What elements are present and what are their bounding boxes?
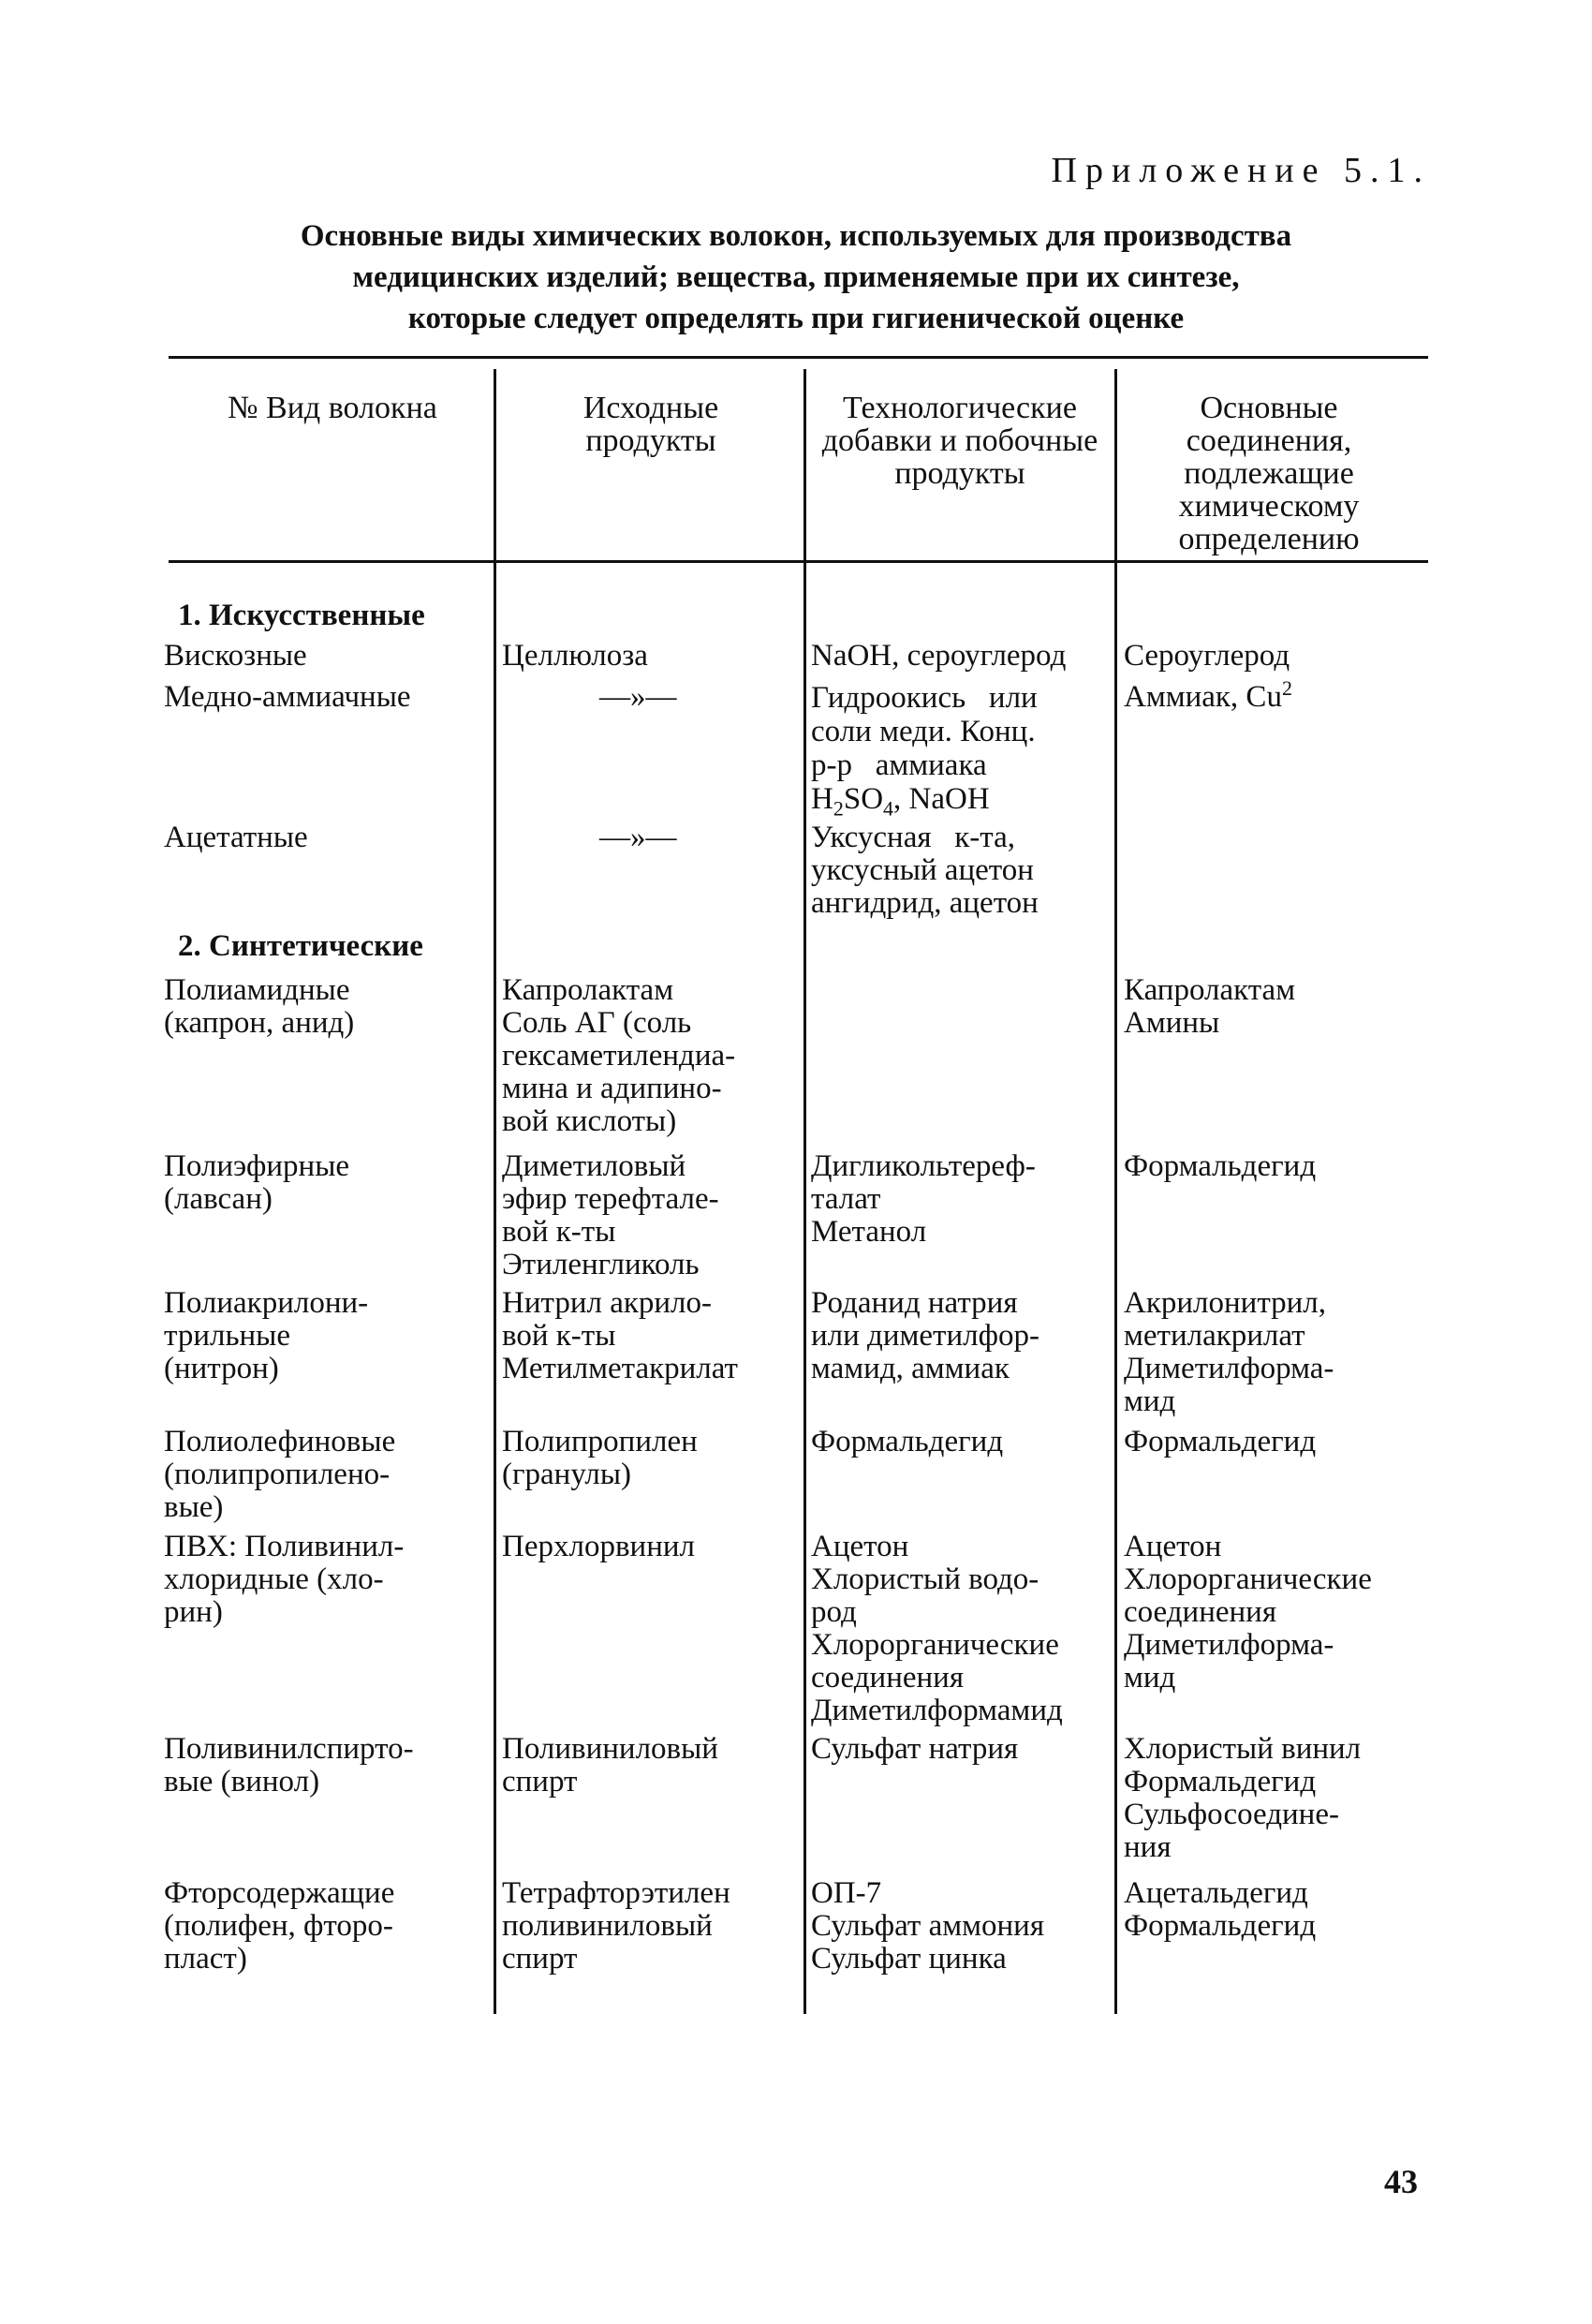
text-line: род	[811, 1595, 857, 1629]
text-line: Ацетон	[811, 1530, 909, 1563]
text-line: Сульфосоедине-	[1124, 1798, 1339, 1831]
column-header-compounds: Основные соединения, подлежащие химическому определению	[1178, 391, 1360, 556]
text-line: Диметиловый	[502, 1149, 686, 1183]
text-line: соединения	[1124, 1595, 1277, 1629]
text-line: рин)	[164, 1595, 223, 1629]
source-cell	[502, 1150, 719, 1281]
text-line: Поливиниловый	[502, 1732, 718, 1766]
text-line: Этиленгликоль	[502, 1248, 700, 1281]
title-line: медицинских изделий; вещества, применяемые при их синтезе,	[352, 260, 1240, 294]
source-cell: —»—	[599, 680, 677, 714]
text-line: Поливинилспирто-	[164, 1732, 414, 1766]
text-line: Тетрафторэтилен	[502, 1876, 730, 1910]
text-line: Формальдегид	[1124, 1765, 1317, 1799]
column-divider	[1114, 369, 1117, 2014]
compounds-cell	[1124, 1531, 1372, 1695]
text-line: пласт)	[164, 1942, 247, 1976]
text-line: Хлористый водо-	[811, 1562, 1039, 1596]
additives-cell: NaOH, сероуглерод	[811, 639, 1067, 673]
text-line: (полифен, фторо-	[164, 1909, 393, 1943]
text-line: вой к-ты	[502, 1319, 616, 1353]
text-line: вые)	[164, 1490, 224, 1524]
compounds-cell	[1124, 1733, 1361, 1864]
header-bottom-rule	[169, 560, 1428, 563]
additives-cell: Сульфат натрия	[811, 1732, 1019, 1766]
text-line: уксусный ацетон	[811, 853, 1034, 887]
annex-label: Приложение 5.1.	[1051, 151, 1431, 190]
text-line: р-р аммиака	[811, 748, 987, 782]
text-line: Диметилформа-	[1124, 1628, 1334, 1662]
fiber-cell	[164, 1287, 368, 1385]
text-line: Формальдегид	[1124, 1909, 1317, 1943]
text-line: трильные	[164, 1319, 290, 1353]
title-line: Основные виды химических волокон, используемых для производства	[300, 219, 1292, 253]
additives-cell	[811, 1287, 1039, 1385]
text-line: Роданид натрия	[811, 1286, 1018, 1320]
additives-cell	[811, 1150, 1036, 1249]
text-line: ПВХ: Поливинил-	[164, 1530, 405, 1563]
fiber-cell	[164, 1426, 395, 1524]
compounds-cell	[1124, 974, 1295, 1040]
text-line: (полипропилено-	[164, 1458, 391, 1491]
text-line: ангидрид, ацетон	[811, 886, 1039, 920]
text-line: Ацетальдегид	[1124, 1876, 1308, 1910]
text-line: спирт	[502, 1942, 578, 1976]
column-header-additives: Технологические добавки и побочные продукты	[821, 391, 1098, 491]
fiber-cell: Медно-аммиачные	[164, 680, 411, 714]
text-line: вой кислоты)	[502, 1104, 677, 1138]
fiber-cell: Вискозные	[164, 639, 307, 673]
text-line: Метилметакрилат	[502, 1352, 738, 1385]
additives-cell: Формальдегид	[811, 1425, 1004, 1458]
fiber-cell	[164, 1733, 414, 1799]
text-line: поливиниловый	[502, 1909, 713, 1943]
text-line: Хлорорганические	[811, 1628, 1059, 1662]
text-line: вой к-ты	[502, 1215, 616, 1249]
text-line: Полиэфирные	[164, 1149, 350, 1183]
compounds-cell	[1124, 1287, 1334, 1418]
text-line: Ацетон	[1124, 1530, 1222, 1563]
compounds-cell: Формальдегид	[1124, 1149, 1317, 1183]
text-line: Диметилформамид	[811, 1694, 1063, 1727]
text-line: хлоридные (хло-	[164, 1562, 384, 1596]
fiber-cell: Ацетатные	[164, 821, 308, 854]
text-line: Полиамидные	[164, 973, 350, 1007]
text-line: ния	[1124, 1830, 1172, 1864]
text-line: вые (винол)	[164, 1765, 320, 1799]
text-line: эфир терефтале-	[502, 1182, 719, 1216]
text-line: Полиолефиновые	[164, 1425, 396, 1458]
source-cell	[502, 1426, 698, 1491]
table-title	[140, 215, 1452, 339]
text-line: ОП-7	[811, 1876, 882, 1910]
text-line: гексаметилендиа-	[502, 1039, 736, 1073]
fiber-cell	[164, 1150, 349, 1216]
source-cell: Перхлорвинил	[502, 1530, 695, 1563]
text-line: Сульфат аммония	[811, 1909, 1045, 1943]
text-line: Диметилформа-	[1124, 1352, 1334, 1385]
compounds-cell: Сероуглерод	[1124, 639, 1290, 673]
column-header-fiber: № Вид волокна	[228, 391, 437, 425]
text-line: Полипропилен	[502, 1425, 698, 1458]
source-cell	[502, 1287, 738, 1385]
text-line: Гидроокись или	[811, 681, 1038, 715]
column-header-source: Исходные продукты	[582, 391, 719, 458]
text-line: Хлористый винил	[1124, 1732, 1362, 1766]
fiber-cell	[164, 1531, 404, 1629]
title-line: которые следует определять при гигиенической оценке	[407, 302, 1185, 335]
table-top-rule	[169, 356, 1428, 359]
text-line: $H_2SO_4$, NaOH	[811, 782, 990, 821]
text-line: соединения	[811, 1661, 965, 1695]
text-line: Фторсодержащие	[164, 1876, 395, 1910]
compounds-cell: Аммиак, Cu$^2$	[1124, 676, 1292, 714]
text-line: спирт	[502, 1765, 578, 1799]
text-line: Капролактам	[1124, 973, 1296, 1007]
page-number: 43	[1384, 2163, 1418, 2200]
text-line: Полиакрилони-	[164, 1286, 369, 1320]
text-line: Метанол	[811, 1215, 927, 1249]
fiber-cell	[164, 1877, 394, 1976]
text-line: мина и адипино-	[502, 1072, 722, 1105]
text-line: или диметилфор-	[811, 1319, 1039, 1353]
text-line: (капрон, анид)	[164, 1006, 355, 1040]
source-cell	[502, 1877, 730, 1976]
text-line: Соль АГ (соль	[502, 1006, 692, 1040]
source-cell	[502, 974, 735, 1138]
source-cell: Целлюлоза	[502, 639, 648, 673]
text-line: (лавсан)	[164, 1182, 273, 1216]
text-line: (нитрон)	[164, 1352, 279, 1385]
text-line: соли меди. Конц.	[811, 715, 1036, 748]
compounds-cell: Формальдегид	[1124, 1425, 1317, 1458]
text-line: Сульфат цинка	[811, 1942, 1007, 1976]
additives-cell	[811, 1531, 1063, 1727]
text-line: мид	[1124, 1661, 1176, 1695]
source-cell	[502, 1733, 718, 1799]
column-divider	[494, 369, 496, 2014]
text-line: Капролактам	[502, 973, 674, 1007]
text-line: Дигликольтереф-	[811, 1149, 1036, 1183]
text-line: Уксусная к-та,	[811, 821, 1016, 854]
additives-cell	[811, 822, 1039, 920]
section-heading: 2. Синтетические	[178, 929, 423, 963]
text-line: талат	[811, 1182, 881, 1216]
text-line: метилакрилат	[1124, 1319, 1305, 1353]
text-line: Нитрил акрило-	[502, 1286, 712, 1320]
text-line: (гранулы)	[502, 1458, 632, 1491]
compounds-cell	[1124, 1877, 1316, 1943]
column-divider	[803, 369, 806, 2014]
additives-cell	[811, 1877, 1044, 1976]
section-heading: 1. Искусственные	[178, 599, 425, 632]
text-line: Амины	[1124, 1006, 1220, 1040]
text-line: мид	[1124, 1384, 1176, 1418]
additives-cell	[811, 681, 1038, 821]
text-line: мамид, аммиак	[811, 1352, 1010, 1385]
text-line: Хлорорганические	[1124, 1562, 1372, 1596]
fiber-cell	[164, 974, 354, 1040]
text-line: Акрилонитрил,	[1124, 1286, 1327, 1320]
source-cell: —»—	[599, 821, 677, 854]
